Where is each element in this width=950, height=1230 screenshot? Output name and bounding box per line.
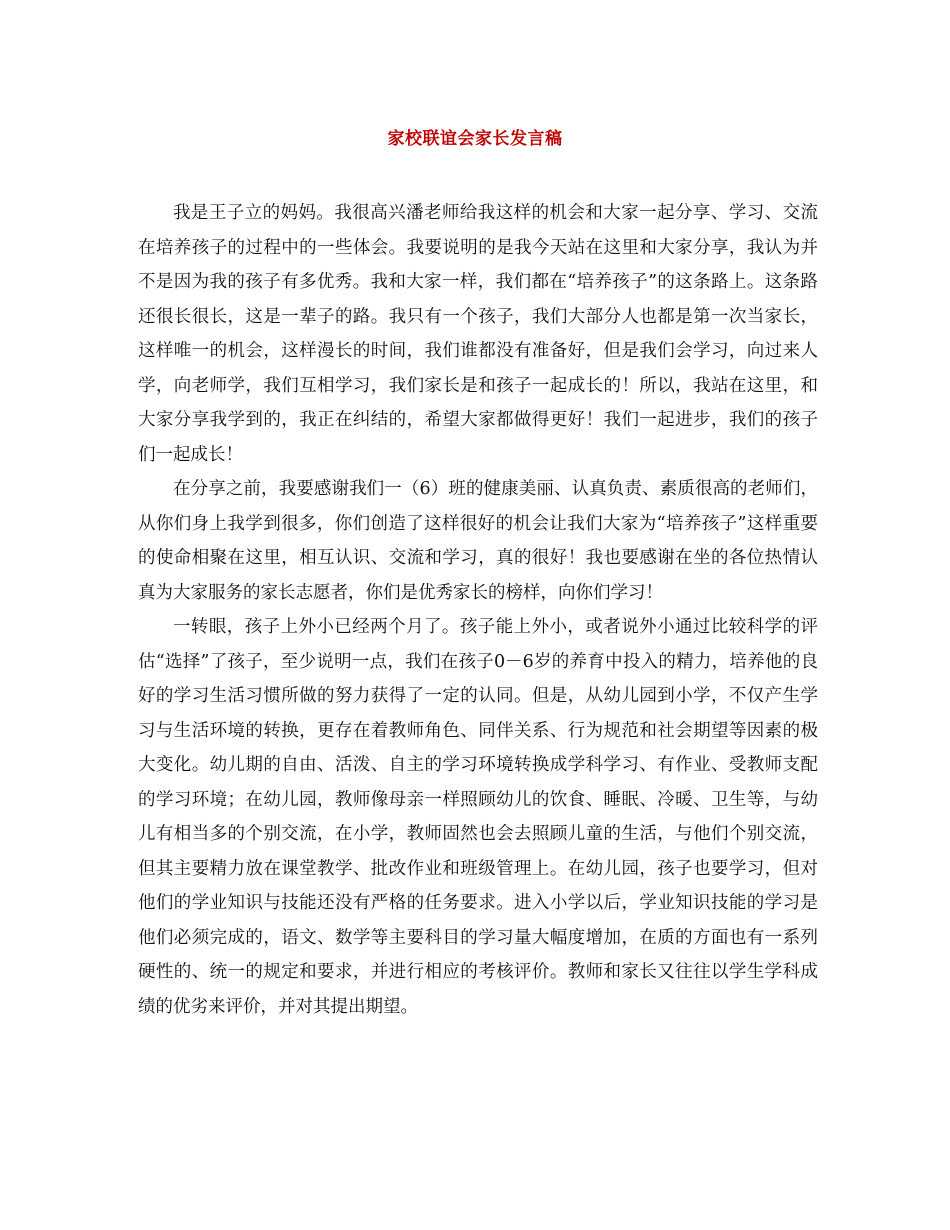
document-title: 家校联谊会家长发言稿 (387, 129, 563, 149)
paragraph-3: 一转眼，孩子上外小已经两个月了。孩子能上外小，或者说外小通过比较科学的评估“选择”了孩子，至少说明一点，我们在孩子0－6岁的养育中投入的精力，培养他的良好的学习生活习惯所做的努力获得了一定的认同。但是，从幼儿园到小学，不仅产生学习与生活环境的转换，更存在着教师角色、同伴关系、行为规范和社会期望等因素的极大变化。幼儿期的自由、活泼、自主的学习环境转换成学科学习、有作业、受教师支配的学习环境；在幼儿园，教师像母亲一样照顾幼儿的饮食、睡眠、冷暖、卫生等，与幼儿有相当多的个别交流，在小学，教师固然也会去照顾儿童的生活，与他们个别交流，但其主要精力放在课堂教学、批改作业和班级管理上。在幼儿园，孩子也要学习，但对他们的学业知识与技能还没有严格的任务要求。进入小学以后，学业知识技能的学习是他们必须完成的，语文、数学等主要科目的学习量大幅度增加，在质的方面也有一系列硬性的、统一的规定和要求，并进行相应的考核评价。教师和家长又往往以学生学科成绩的优劣来评价，并对其提出期望。 (138, 617, 818, 1017)
paragraph-2: 在分享之前，我要感谢我们一（6）班的健康美丽、认真负责、素质很高的老师们，从你们身上我学到很多，你们创造了这样很好的机会让我们大家为“培养孩子”这样重要的使命相聚在这里，相互认识、交流和学习，真的很好！我也要感谢在坐的各位热情认真为大家服务的家长志愿者，你们是优秀家长的榜样，向你们学习！ (138, 479, 818, 603)
document-body (138, 196, 818, 1024)
paragraph-1: 我是王子立的妈妈。我很高兴潘老师给我这样的机会和大家一起分享、学习、交流在培养孩子的过程中的一些体会。我要说明的是我今天站在这里和大家分享，我认为并不是因为我的孩子有多优秀。我和大家一样，我们都在“培养孩子”的这条路上。这条路还很长很长，这是一辈子的路。我只有一个孩子，我们大部分人也都是第一次当家长，这样唯一的机会，这样漫长的时间，我们谁都没有准备好，但是我们会学习，向过来人学，向老师学，我们互相学习，我们家长是和孩子一起成长的！所以，我站在这里，和大家分享我学到的，我正在纠结的，希望大家都做得更好！我们一起进步，我们的孩子们一起成长！ (138, 203, 818, 465)
